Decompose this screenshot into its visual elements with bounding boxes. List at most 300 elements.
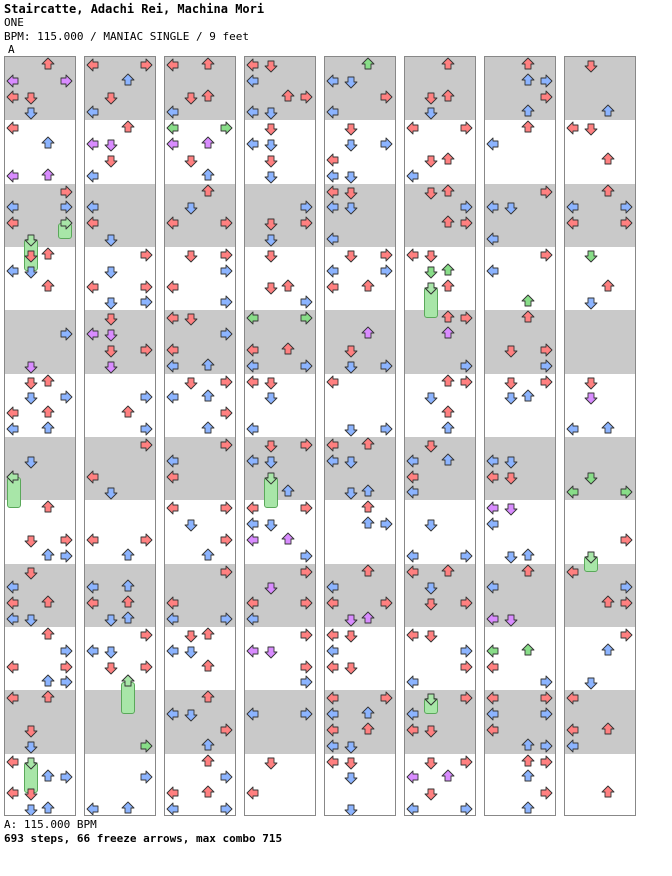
note-arrow xyxy=(217,801,233,816)
note-arrow xyxy=(86,469,102,485)
note-arrow xyxy=(566,690,582,706)
freeze-head xyxy=(423,279,439,295)
note-arrow xyxy=(457,690,473,706)
note-arrow xyxy=(246,73,262,89)
note-arrow xyxy=(86,279,102,295)
note-arrow xyxy=(200,785,216,801)
note-arrow xyxy=(326,168,342,184)
note-arrow xyxy=(406,120,422,136)
note-arrow xyxy=(406,674,422,690)
note-arrow xyxy=(343,247,359,263)
note-arrow xyxy=(486,199,502,215)
chart-column xyxy=(84,56,156,816)
note-arrow xyxy=(40,801,56,816)
note-arrow xyxy=(6,263,22,279)
note-arrow xyxy=(200,358,216,374)
note-arrow xyxy=(137,294,153,310)
note-arrow xyxy=(326,374,342,390)
note-arrow xyxy=(263,247,279,263)
note-arrow xyxy=(297,548,313,564)
note-arrow xyxy=(200,136,216,152)
note-arrow xyxy=(503,199,519,215)
note-arrow xyxy=(57,548,73,564)
note-arrow xyxy=(406,722,422,738)
note-arrow xyxy=(343,73,359,89)
note-arrow xyxy=(406,247,422,263)
note-arrow xyxy=(263,437,279,453)
note-arrow xyxy=(40,595,56,611)
note-arrow xyxy=(583,469,599,485)
note-arrow xyxy=(166,389,182,405)
note-arrow xyxy=(520,738,536,754)
note-arrow xyxy=(617,215,633,231)
note-arrow xyxy=(423,516,439,532)
note-arrow xyxy=(40,421,56,437)
note-arrow xyxy=(280,532,296,548)
note-arrow xyxy=(520,310,536,326)
note-arrow xyxy=(343,738,359,754)
note-arrow xyxy=(486,611,502,627)
note-arrow xyxy=(103,152,119,168)
note-arrow xyxy=(103,358,119,374)
note-arrow xyxy=(23,358,39,374)
note-arrow xyxy=(326,595,342,611)
note-arrow xyxy=(360,437,376,453)
note-arrow xyxy=(103,342,119,358)
note-arrow xyxy=(297,595,313,611)
note-arrow xyxy=(503,548,519,564)
note-arrow xyxy=(537,89,553,105)
note-arrow xyxy=(246,643,262,659)
note-arrow xyxy=(486,643,502,659)
freeze-head xyxy=(263,469,279,485)
note-arrow xyxy=(486,231,502,247)
note-arrow xyxy=(6,73,22,89)
note-arrow xyxy=(423,389,439,405)
note-arrow xyxy=(520,643,536,659)
note-arrow xyxy=(566,199,582,215)
note-arrow xyxy=(440,310,456,326)
note-arrow xyxy=(343,611,359,627)
note-arrow xyxy=(166,801,182,816)
chart-column xyxy=(324,56,396,816)
note-arrow xyxy=(246,57,262,73)
note-arrow xyxy=(166,785,182,801)
note-arrow xyxy=(103,326,119,342)
note-arrow xyxy=(137,389,153,405)
note-arrow xyxy=(406,168,422,184)
note-arrow xyxy=(406,548,422,564)
note-arrow xyxy=(326,199,342,215)
note-arrow xyxy=(406,769,422,785)
note-arrow xyxy=(583,674,599,690)
note-arrow xyxy=(246,104,262,120)
chart-column xyxy=(244,56,316,816)
note-arrow xyxy=(263,152,279,168)
note-arrow xyxy=(6,611,22,627)
note-arrow xyxy=(326,706,342,722)
note-arrow xyxy=(360,484,376,500)
note-arrow xyxy=(200,168,216,184)
note-arrow xyxy=(326,453,342,469)
bpm-info: BPM: 115.000 / MANIAC SINGLE / 9 feet xyxy=(4,30,250,43)
note-arrow xyxy=(246,706,262,722)
note-arrow xyxy=(406,627,422,643)
note-arrow xyxy=(166,279,182,295)
song-title: Staircatte, Adachi Rei, Machina Mori xyxy=(4,2,265,16)
note-arrow xyxy=(263,579,279,595)
note-arrow xyxy=(103,294,119,310)
note-arrow xyxy=(326,722,342,738)
note-arrow xyxy=(246,611,262,627)
note-arrow xyxy=(537,342,553,358)
note-arrow xyxy=(280,89,296,105)
note-arrow xyxy=(23,104,39,120)
freeze-head xyxy=(57,215,73,231)
note-arrow xyxy=(600,279,616,295)
note-arrow xyxy=(343,484,359,500)
note-arrow xyxy=(217,564,233,580)
note-arrow xyxy=(457,310,473,326)
note-arrow xyxy=(537,247,553,263)
note-arrow xyxy=(6,754,22,770)
note-arrow xyxy=(583,294,599,310)
note-arrow xyxy=(57,389,73,405)
note-arrow xyxy=(246,500,262,516)
note-arrow xyxy=(600,643,616,659)
note-arrow xyxy=(263,168,279,184)
chart-footer xyxy=(0,816,672,848)
note-arrow xyxy=(583,247,599,263)
note-arrow xyxy=(6,595,22,611)
note-arrow xyxy=(440,453,456,469)
note-arrow xyxy=(217,374,233,390)
note-arrow xyxy=(503,469,519,485)
note-arrow xyxy=(57,199,73,215)
note-arrow xyxy=(343,659,359,675)
note-arrow xyxy=(6,89,22,105)
chart-column xyxy=(4,56,76,816)
note-arrow xyxy=(137,532,153,548)
chart-column xyxy=(564,56,636,816)
chart-column xyxy=(404,56,476,816)
note-arrow xyxy=(440,769,456,785)
note-arrow xyxy=(137,627,153,643)
note-arrow xyxy=(566,738,582,754)
note-arrow xyxy=(440,215,456,231)
note-arrow xyxy=(326,579,342,595)
note-arrow xyxy=(360,500,376,516)
note-arrow xyxy=(103,231,119,247)
note-arrow xyxy=(537,785,553,801)
note-arrow xyxy=(246,358,262,374)
note-arrow xyxy=(86,532,102,548)
note-arrow xyxy=(120,120,136,136)
note-arrow xyxy=(263,453,279,469)
note-arrow xyxy=(457,643,473,659)
note-arrow xyxy=(246,310,262,326)
note-arrow xyxy=(86,168,102,184)
note-arrow xyxy=(600,785,616,801)
note-arrow xyxy=(23,89,39,105)
note-arrow xyxy=(343,358,359,374)
note-arrow xyxy=(423,247,439,263)
note-arrow xyxy=(440,421,456,437)
note-arrow xyxy=(486,469,502,485)
note-arrow xyxy=(23,389,39,405)
note-arrow xyxy=(297,89,313,105)
note-arrow xyxy=(406,453,422,469)
note-arrow xyxy=(200,184,216,200)
note-arrow xyxy=(457,120,473,136)
note-arrow xyxy=(280,484,296,500)
note-arrow xyxy=(457,548,473,564)
note-arrow xyxy=(23,532,39,548)
note-arrow xyxy=(166,595,182,611)
note-arrow xyxy=(166,500,182,516)
note-arrow xyxy=(406,564,422,580)
note-arrow xyxy=(520,294,536,310)
note-arrow xyxy=(57,532,73,548)
note-arrow xyxy=(200,421,216,437)
note-arrow xyxy=(246,785,262,801)
note-arrow xyxy=(600,184,616,200)
note-arrow xyxy=(377,421,393,437)
note-arrow xyxy=(246,453,262,469)
note-arrow xyxy=(86,136,102,152)
note-arrow xyxy=(360,516,376,532)
note-arrow xyxy=(166,611,182,627)
note-arrow xyxy=(200,690,216,706)
note-arrow xyxy=(57,184,73,200)
note-arrow xyxy=(200,738,216,754)
note-arrow xyxy=(457,595,473,611)
note-arrow xyxy=(297,310,313,326)
note-arrow xyxy=(457,374,473,390)
note-arrow xyxy=(486,263,502,279)
note-arrow xyxy=(503,611,519,627)
note-arrow xyxy=(217,722,233,738)
note-arrow xyxy=(520,73,536,89)
note-arrow xyxy=(40,500,56,516)
note-arrow xyxy=(200,57,216,73)
note-arrow xyxy=(326,279,342,295)
note-arrow xyxy=(297,358,313,374)
freeze-head xyxy=(120,674,136,690)
note-arrow xyxy=(377,516,393,532)
note-arrow xyxy=(120,801,136,816)
note-arrow xyxy=(183,706,199,722)
note-arrow xyxy=(137,738,153,754)
note-arrow xyxy=(537,184,553,200)
note-arrow xyxy=(86,801,102,816)
note-arrow xyxy=(40,627,56,643)
note-arrow xyxy=(423,754,439,770)
note-arrow xyxy=(40,57,56,73)
note-arrow xyxy=(23,722,39,738)
note-arrow xyxy=(566,120,582,136)
note-arrow xyxy=(200,389,216,405)
note-arrow xyxy=(343,754,359,770)
chart-columns xyxy=(4,56,668,816)
note-arrow xyxy=(297,437,313,453)
note-arrow xyxy=(377,358,393,374)
note-arrow xyxy=(566,421,582,437)
note-arrow xyxy=(166,310,182,326)
note-arrow xyxy=(57,769,73,785)
freeze-head xyxy=(23,754,39,770)
note-arrow xyxy=(326,152,342,168)
note-arrow xyxy=(6,579,22,595)
note-arrow xyxy=(360,57,376,73)
note-arrow xyxy=(200,89,216,105)
note-arrow xyxy=(137,421,153,437)
note-arrow xyxy=(103,136,119,152)
note-arrow xyxy=(86,595,102,611)
note-arrow xyxy=(537,358,553,374)
note-arrow xyxy=(40,674,56,690)
note-arrow xyxy=(360,611,376,627)
note-arrow xyxy=(166,453,182,469)
note-arrow xyxy=(6,215,22,231)
note-arrow xyxy=(343,453,359,469)
note-arrow xyxy=(263,215,279,231)
note-arrow xyxy=(423,595,439,611)
note-arrow xyxy=(40,374,56,390)
note-arrow xyxy=(183,152,199,168)
note-arrow xyxy=(23,738,39,754)
note-arrow xyxy=(297,199,313,215)
note-arrow xyxy=(23,801,39,816)
note-arrow xyxy=(217,532,233,548)
note-arrow xyxy=(440,89,456,105)
note-arrow xyxy=(600,152,616,168)
note-arrow xyxy=(217,294,233,310)
note-arrow xyxy=(326,437,342,453)
note-arrow xyxy=(166,120,182,136)
note-arrow xyxy=(86,579,102,595)
bpm-marker-label: A xyxy=(8,43,15,56)
note-arrow xyxy=(343,627,359,643)
note-arrow xyxy=(217,263,233,279)
note-arrow xyxy=(6,199,22,215)
note-arrow xyxy=(486,659,502,675)
note-arrow xyxy=(217,611,233,627)
note-arrow xyxy=(297,564,313,580)
note-arrow xyxy=(520,801,536,816)
note-arrow xyxy=(137,342,153,358)
note-arrow xyxy=(326,184,342,200)
note-arrow xyxy=(343,136,359,152)
note-arrow xyxy=(457,659,473,675)
note-arrow xyxy=(166,469,182,485)
note-arrow xyxy=(360,279,376,295)
chart-column xyxy=(484,56,556,816)
note-arrow xyxy=(503,389,519,405)
note-arrow xyxy=(263,516,279,532)
note-arrow xyxy=(86,215,102,231)
note-arrow xyxy=(57,73,73,89)
note-arrow xyxy=(440,326,456,342)
note-arrow xyxy=(263,643,279,659)
note-arrow xyxy=(6,168,22,184)
note-arrow xyxy=(423,722,439,738)
note-arrow xyxy=(200,627,216,643)
difficulty-name: ONE xyxy=(4,16,24,29)
note-arrow xyxy=(166,104,182,120)
note-arrow xyxy=(537,738,553,754)
note-arrow xyxy=(326,738,342,754)
note-arrow xyxy=(326,754,342,770)
note-arrow xyxy=(6,120,22,136)
measure xyxy=(565,310,635,373)
note-arrow xyxy=(183,627,199,643)
note-arrow xyxy=(566,484,582,500)
note-arrow xyxy=(486,453,502,469)
note-arrow xyxy=(537,674,553,690)
note-arrow xyxy=(137,769,153,785)
note-arrow xyxy=(137,659,153,675)
note-arrow xyxy=(120,611,136,627)
note-arrow xyxy=(617,532,633,548)
note-arrow xyxy=(103,643,119,659)
note-arrow xyxy=(166,643,182,659)
note-arrow xyxy=(23,564,39,580)
note-arrow xyxy=(457,358,473,374)
note-arrow xyxy=(40,690,56,706)
note-arrow xyxy=(520,754,536,770)
note-arrow xyxy=(617,595,633,611)
chart-column xyxy=(164,56,236,816)
note-arrow xyxy=(423,184,439,200)
note-arrow xyxy=(280,342,296,358)
note-arrow xyxy=(200,548,216,564)
freeze-head xyxy=(423,690,439,706)
note-arrow xyxy=(377,89,393,105)
note-arrow xyxy=(360,722,376,738)
note-arrow xyxy=(183,199,199,215)
note-arrow xyxy=(57,643,73,659)
note-arrow xyxy=(280,279,296,295)
note-arrow xyxy=(440,564,456,580)
note-arrow xyxy=(343,769,359,785)
note-arrow xyxy=(583,389,599,405)
note-arrow xyxy=(120,405,136,421)
note-arrow xyxy=(343,199,359,215)
note-arrow xyxy=(183,89,199,105)
note-arrow xyxy=(583,374,599,390)
note-arrow xyxy=(486,136,502,152)
note-arrow xyxy=(246,532,262,548)
note-arrow xyxy=(217,215,233,231)
note-arrow xyxy=(600,722,616,738)
note-arrow xyxy=(503,342,519,358)
note-arrow xyxy=(137,57,153,73)
note-arrow xyxy=(263,374,279,390)
note-arrow xyxy=(297,294,313,310)
note-arrow xyxy=(520,57,536,73)
note-arrow xyxy=(23,263,39,279)
note-arrow xyxy=(120,595,136,611)
note-arrow xyxy=(40,168,56,184)
note-arrow xyxy=(360,564,376,580)
note-arrow xyxy=(217,437,233,453)
note-arrow xyxy=(246,342,262,358)
note-arrow xyxy=(183,516,199,532)
note-arrow xyxy=(520,389,536,405)
note-arrow xyxy=(217,769,233,785)
note-arrow xyxy=(326,690,342,706)
